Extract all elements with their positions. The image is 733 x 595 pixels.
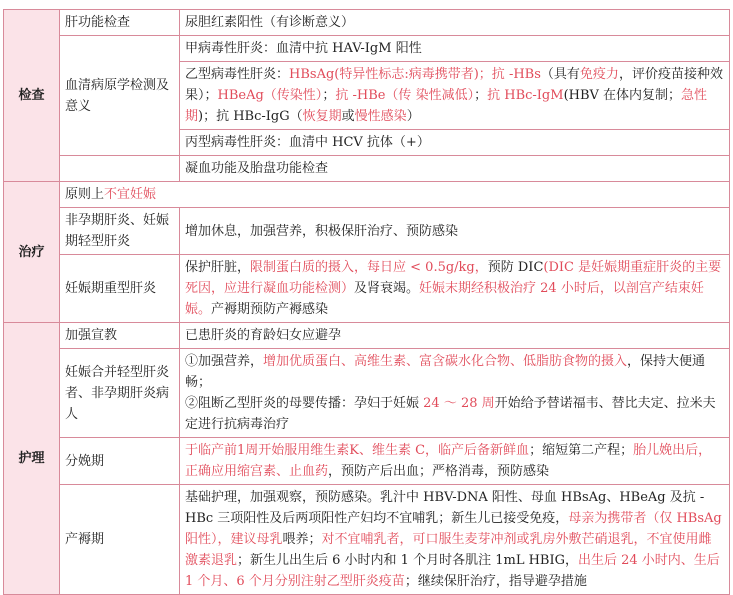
row-content-hcv: 丙型病毒性肝炎：血清中 HCV 抗体（+）	[180, 130, 730, 156]
category-nursing: 护理	[4, 323, 60, 595]
row-content-coagulation: 凝血功能及胎盘功能检查	[180, 156, 730, 182]
text-segment: 急性期	[185, 88, 708, 124]
text-segment: 恢复期	[302, 109, 342, 124]
table-row	[4, 323, 730, 349]
text-segment: (DIC 是妊娠期重症肝炎的主要死因，应进行凝血功能检测）	[185, 260, 722, 296]
row-label-liver-function: 肝功能检查	[60, 10, 180, 36]
row-content-hbv	[180, 62, 730, 130]
row-label-serology: 血清病原学检测及意义	[60, 36, 180, 156]
row-label-mild-hepatitis: 非孕期肝炎、妊娠期轻型肝炎	[60, 208, 180, 255]
row-label-education: 加强宣教	[60, 323, 180, 349]
text-segment: 喂养；	[282, 532, 322, 547]
text-segment: 基础护理，加强观察，预防感染。乳汁中 HBV-DNA 阳性、母血 HBsAg、HBeAg 及抗 -HBc 三项阳性及后两项阳性产妇均不宜哺乳；新生儿已接受免疫，	[185, 490, 705, 526]
table-row	[4, 10, 730, 36]
row-content-hav: 甲病毒性肝炎：血清中抗 HAV-IgM 阳性	[180, 36, 730, 62]
row-content-mild-hepatitis: 增加休息，加强营养，积极保肝治疗、预防感染	[180, 208, 730, 255]
text-segment: 或	[341, 109, 355, 124]
row-content-delivery	[180, 438, 730, 485]
text-segment: ；继续保肝治疗，指导避孕措施	[404, 574, 587, 589]
text-segment: ）	[406, 109, 420, 124]
row-content-pregnancy-mild	[180, 349, 730, 438]
row-content-liver-function: 尿胆红素阳性（有诊断意义）	[180, 10, 730, 36]
row-content-education: 已患肝炎的育龄妇女应避孕	[180, 323, 730, 349]
hbv-transmission-item	[185, 393, 724, 435]
nutrition-item	[185, 351, 724, 393]
table-row	[4, 349, 730, 438]
row-label-severe-hepatitis: 妊娠期重型肝炎	[60, 255, 180, 323]
text-segment: 增加优质蛋白、高维生素、富含碳水化合物、低脂肪食物的摄入	[263, 354, 628, 369]
nursing-summary-table	[3, 9, 730, 595]
category-treatment: 治疗	[4, 182, 60, 323]
text-segment: 开始给予替诺福韦、替比夫定、拉米夫定进行抗病毒治疗	[185, 396, 716, 432]
text-segment: ；	[474, 88, 488, 103]
row-content-postpartum	[180, 485, 730, 595]
text-segment: ，评价疫苗接种效果）；	[185, 67, 723, 103]
text-segment: 原则上	[65, 187, 105, 202]
text-segment: ②阻断乙型肝炎的母婴传播：孕妇于妊娠	[185, 396, 424, 411]
text-segment: HBsAg(特异性标志:病毒携带者)；抗 -HBs	[289, 67, 541, 82]
text-segment: ；新生儿出生后 6 小时内和 1 个月时各肌注 1mL HBIG，	[237, 553, 578, 568]
category-check: 检查	[4, 10, 60, 182]
text-segment: 及肾衰竭。	[354, 281, 420, 296]
text-segment: 抗 HBc-IgM	[487, 88, 564, 103]
text-segment: )；抗 HBc-IgG（	[198, 109, 303, 124]
text-segment: 于临产前1周开始服用维生素K、维生素 C，临产后备新鲜血	[185, 443, 530, 458]
text-segment: ；缩短第二产程；	[529, 443, 634, 458]
text-segment: 24 ～ 28 周	[423, 396, 495, 411]
table-row	[4, 438, 730, 485]
text-segment: 出生后 24 小时内、生后 1 个月、6 个月分别注射乙型肝炎疫苗	[185, 553, 720, 589]
text-segment: 乙型病毒性肝炎：	[185, 67, 290, 82]
table-row	[4, 485, 730, 595]
text-segment: 限制蛋白质的摄入，每日应 < 0.5g/kg，	[250, 260, 488, 275]
text-segment: 对不宜哺乳者，可口服生麦芽冲剂或乳房外敷芒硝退乳，不宜使用雌激素退乳	[185, 532, 712, 568]
text-segment: 胎儿娩出后，正确应用缩宫素、止血药	[185, 443, 712, 479]
table-row	[4, 208, 730, 255]
text-segment: 不宜妊娠	[104, 187, 157, 202]
text-segment: （具有	[540, 67, 580, 82]
text-segment: 慢性感染	[354, 109, 407, 124]
text-segment: 免疫力	[579, 67, 619, 82]
text-segment: 母亲为携带者（仅 HBsAg 阳性），建议母乳	[185, 511, 722, 547]
text-segment: 抗 -HBe（传 染性减低）	[335, 88, 475, 103]
text-segment: 保护肝脏，	[185, 260, 251, 275]
text-segment: ①加强营养，	[185, 354, 264, 369]
text-segment: 妊娠末期经积极治疗 24 小时后，以剖宫产结束妊娠。	[185, 281, 704, 317]
text-segment: ，预防产后出血；严格消毒，预防感染	[328, 464, 550, 479]
table-row	[4, 36, 730, 62]
text-segment: 预防 DIC	[487, 260, 544, 275]
text-segment: HBeAg（传染性）	[217, 88, 323, 103]
row-content-severe-hepatitis	[180, 255, 730, 323]
row-label-pregnancy-mild: 妊娠合并轻型肝炎者、非孕期肝炎病人	[60, 349, 180, 438]
table-row	[4, 182, 730, 208]
table-row	[4, 255, 730, 323]
text-segment: ；	[322, 88, 336, 103]
text-segment: ，保持大便通畅；	[185, 354, 706, 390]
text-segment: (HBV 在体内复制；	[563, 88, 682, 103]
row-label-delivery: 分娩期	[60, 438, 180, 485]
row-content-principle	[60, 182, 730, 208]
text-segment: 产褥期预防产褥感染	[211, 302, 329, 317]
table-row	[4, 156, 730, 182]
row-label-postpartum: 产褥期	[60, 485, 180, 595]
